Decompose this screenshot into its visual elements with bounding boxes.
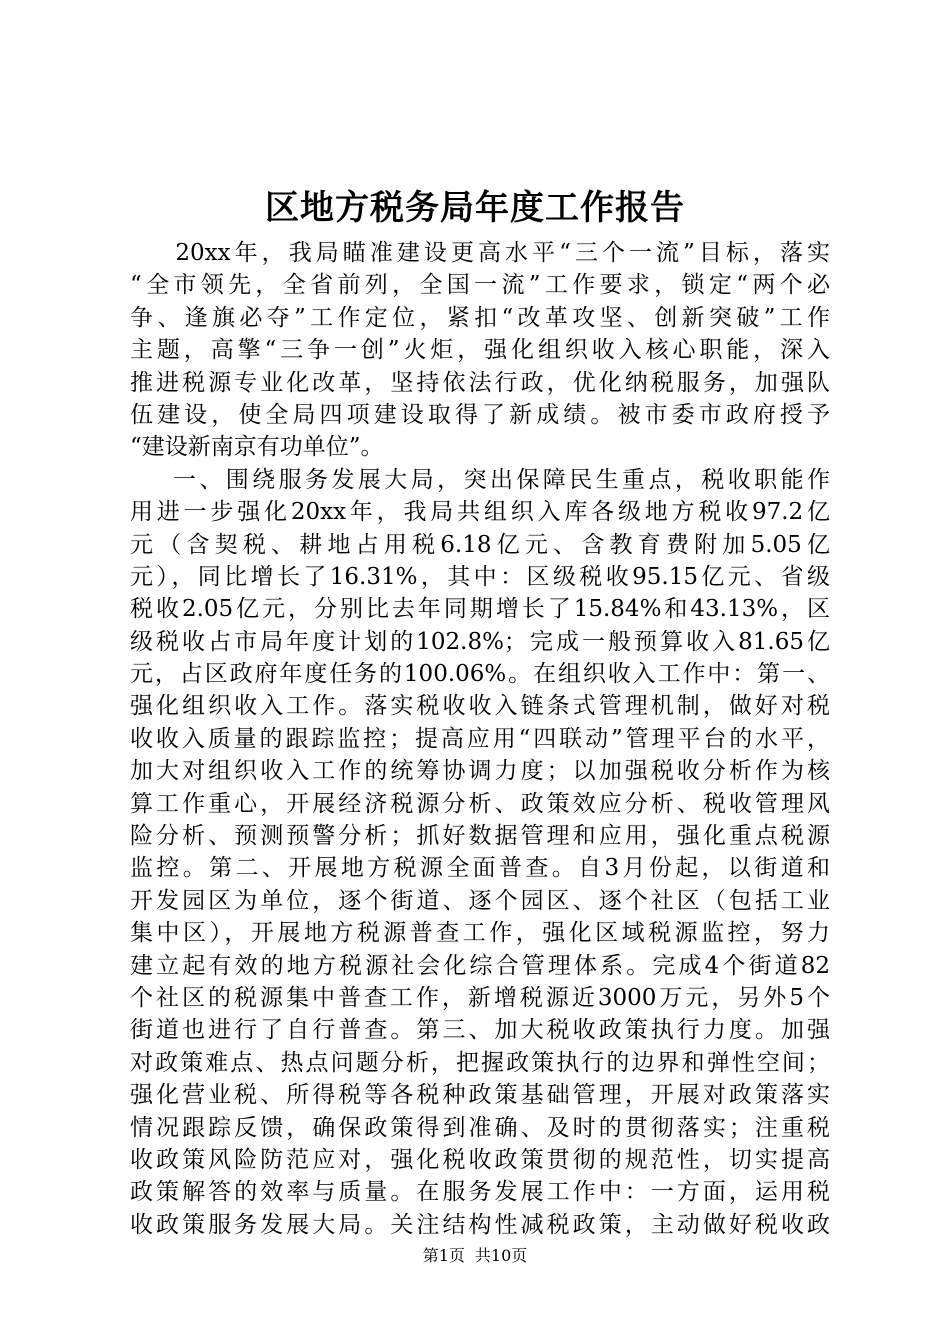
text-line: 推进税源专业化改革，坚持依法行政，优化纳税服务，加强队	[130, 369, 830, 396]
text-line: 元（含契税、耕地占用税6.18亿元、含教育费附加5.05亿	[130, 531, 830, 558]
text-line: “建设新南京有功单位”。	[130, 434, 384, 461]
text-line: 级税收占市局年度计划的102.8%；完成一般预算收入81.65亿	[130, 628, 830, 655]
text-line: 建立起有效的地方税源社会化综合管理体系。完成4个街道82	[130, 952, 830, 979]
page-number: 第1页	[422, 1246, 465, 1265]
text-line: 争、逢旗必夺”工作定位，紧扣“改革攻坚、创新突破”工作	[130, 304, 830, 331]
text-line: 强化营业税、所得税等各税种政策基础管理，开展对政策落实	[130, 1082, 830, 1109]
text-line: 情况跟踪反馈，确保政策得到准确、及时的贯彻落实；注重税	[130, 1114, 830, 1141]
text-line: 政策解答的效率与质量。在服务发展工作中：一方面，运用税	[130, 1179, 830, 1206]
text-line: 个社区的税源集中普查工作，新增税源近3000万元，另外5个	[130, 984, 830, 1011]
text-line: 对政策难点、热点问题分析，把握政策执行的边界和弹性空间；	[130, 1049, 830, 1076]
text-line: 集中区），开展地方税源普查工作，强化区域税源监控，努力	[130, 920, 830, 947]
text-line: “全市领先，全省前列，全国一流”工作要求，锁定“两个必	[130, 272, 830, 299]
text-line: 元），同比增长了16.31%，其中：区级税收95.15亿元、省级	[130, 563, 830, 590]
text-line: 算工作重心，开展经济税源分析、政策效应分析、税收管理风	[130, 790, 830, 817]
text-line: 街道也进行了自行普查。第三、加大税收政策执行力度。加强	[130, 1017, 830, 1044]
text-line: 一、围绕服务发展大局，突出保障民生重点，税收职能作	[130, 466, 830, 493]
text-line: 收收入质量的跟踪监控；提高应用“四联动”管理平台的水平，	[130, 725, 830, 752]
text-line: 强化组织收入工作。落实税收收入链条式管理机制，做好对税	[130, 693, 830, 720]
text-line: 加大对组织收入工作的统筹协调力度；以加强税收分析作为核	[130, 758, 830, 785]
text-line: 20xx年，我局瞄准建设更高水平“三个一流”目标，落实	[130, 240, 830, 266]
text-line: 元，占区政府年度任务的100.06%。在组织收入工作中：第一、	[130, 661, 830, 688]
page-total: 共10页	[474, 1246, 528, 1265]
text-line: 监控。第二、开展地方税源全面普查。自3月份起，以街道和	[130, 855, 830, 882]
text-line: 主题，高擎“三争一创”火炬，强化组织收入核心职能，深入	[130, 337, 830, 364]
text-line: 收政策风险防范应对，强化税收政策贯彻的规范性，切实提高	[130, 1146, 830, 1173]
text-line: 税收2.05亿元，分别比去年同期增长了15.84%和43.13%，区	[130, 596, 830, 623]
text-line: 开发园区为单位，逐个街道、逐个园区、逐个社区（包括工业	[130, 887, 830, 914]
text-line: 用进一步强化20xx年，我局共组织入库各级地方税收97.2亿	[130, 499, 830, 526]
text-line: 险分析、预测预警分析；抓好数据管理和应用，强化重点税源	[130, 823, 830, 850]
text-line: 伍建设，使全局四项建设取得了新成绩。被市委市政府授予	[130, 401, 830, 428]
document-title: 区地方税务局年度工作报告	[265, 188, 685, 228]
text-line: 收政策服务发展大局。关注结构性减税政策，主动做好税收政	[130, 1211, 830, 1238]
page-footer	[0, 1244, 950, 1268]
document-body	[130, 237, 830, 1241]
